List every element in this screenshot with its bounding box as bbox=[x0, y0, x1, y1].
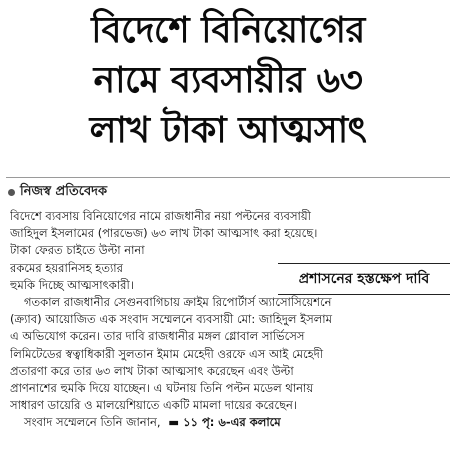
body-line: (ক্র্যাব) আয়োজিত এক সংবাদ সম্মেলনে ব্যবসায়ী মো: জাহিদুল ইসলাম bbox=[10, 312, 333, 327]
headline-line-2: নামে ব্যবসায়ীর ৬৩ bbox=[93, 60, 363, 101]
body-line-last bbox=[10, 414, 448, 431]
section-divider bbox=[6, 177, 450, 178]
byline-text: নিজস্ব প্রতিবেদক bbox=[20, 183, 108, 199]
body-line: এ অভিযোগ করেন। তার দাবি রাজধানীর মঙ্গল গ্লোবাল সার্ভিসেস bbox=[10, 329, 305, 344]
pull-quote: প্রশাসনের হস্তক্ষেপ দাবি bbox=[278, 263, 450, 295]
continued-marker: ▬ ১১ পৃ: ৬-এর কলামে bbox=[164, 415, 281, 430]
continued-text: ১১ পৃ: ৬-এর কলামে bbox=[183, 415, 281, 430]
body-line: লিমিটেডের স্বত্বাধিকারী সুলতান ইমাম মেহেদী ওরফে এস আই মেহেদী bbox=[10, 346, 324, 361]
body-line: বিদেশে ব্যবসায় বিনিয়োগের নামে রাজধানীর নয়া পল্টনের ব্যবসায়ী bbox=[10, 209, 311, 223]
body-line: গতকাল রাজধানীর সেগুনবাগিচায় ক্রাইম রিপোর্টার্স অ্যাসোসিয়েশনে bbox=[24, 295, 332, 310]
body-line: সাধারণ ডায়েরি ও মালয়েশিয়াতে একটি মামলা দায়ের করেছেন। bbox=[10, 398, 298, 413]
body-line: প্রতারণা করে তার ৬৩ লাখ টাকা আত্মসাৎ করেছেন এবং উল্টা bbox=[10, 363, 294, 378]
headline bbox=[0, 6, 456, 156]
body-line: প্রাণনাশের হুমকি দিয়ে যাচ্ছেন। এ ঘটনায় তিনি পল্টন মডেল থানায় bbox=[10, 381, 314, 396]
byline bbox=[8, 182, 107, 202]
body-line: হুমকি দিচ্ছে আত্মসাৎকারী। bbox=[10, 277, 134, 292]
article-body bbox=[10, 208, 448, 432]
body-text: সংবাদ সম্মেলনে তিনি জানান, bbox=[24, 415, 161, 430]
body-line: জাহিদুল ইসলামের (পারভেজ) ৬৩ লাখ টাকা আত্মসাৎ করা হয়েছে। bbox=[10, 226, 318, 241]
bullet-icon bbox=[8, 189, 15, 196]
headline-line-1: বিদেশে বিনিয়োগের bbox=[91, 10, 365, 51]
body-line: রকমের হয়রানিসহ হত্যার bbox=[10, 260, 123, 275]
headline-line-3: লাখ টাকা আত্মসাৎ bbox=[89, 110, 367, 151]
body-line: টাকা ফেরত চাইতে উল্টা নানা bbox=[10, 243, 145, 258]
